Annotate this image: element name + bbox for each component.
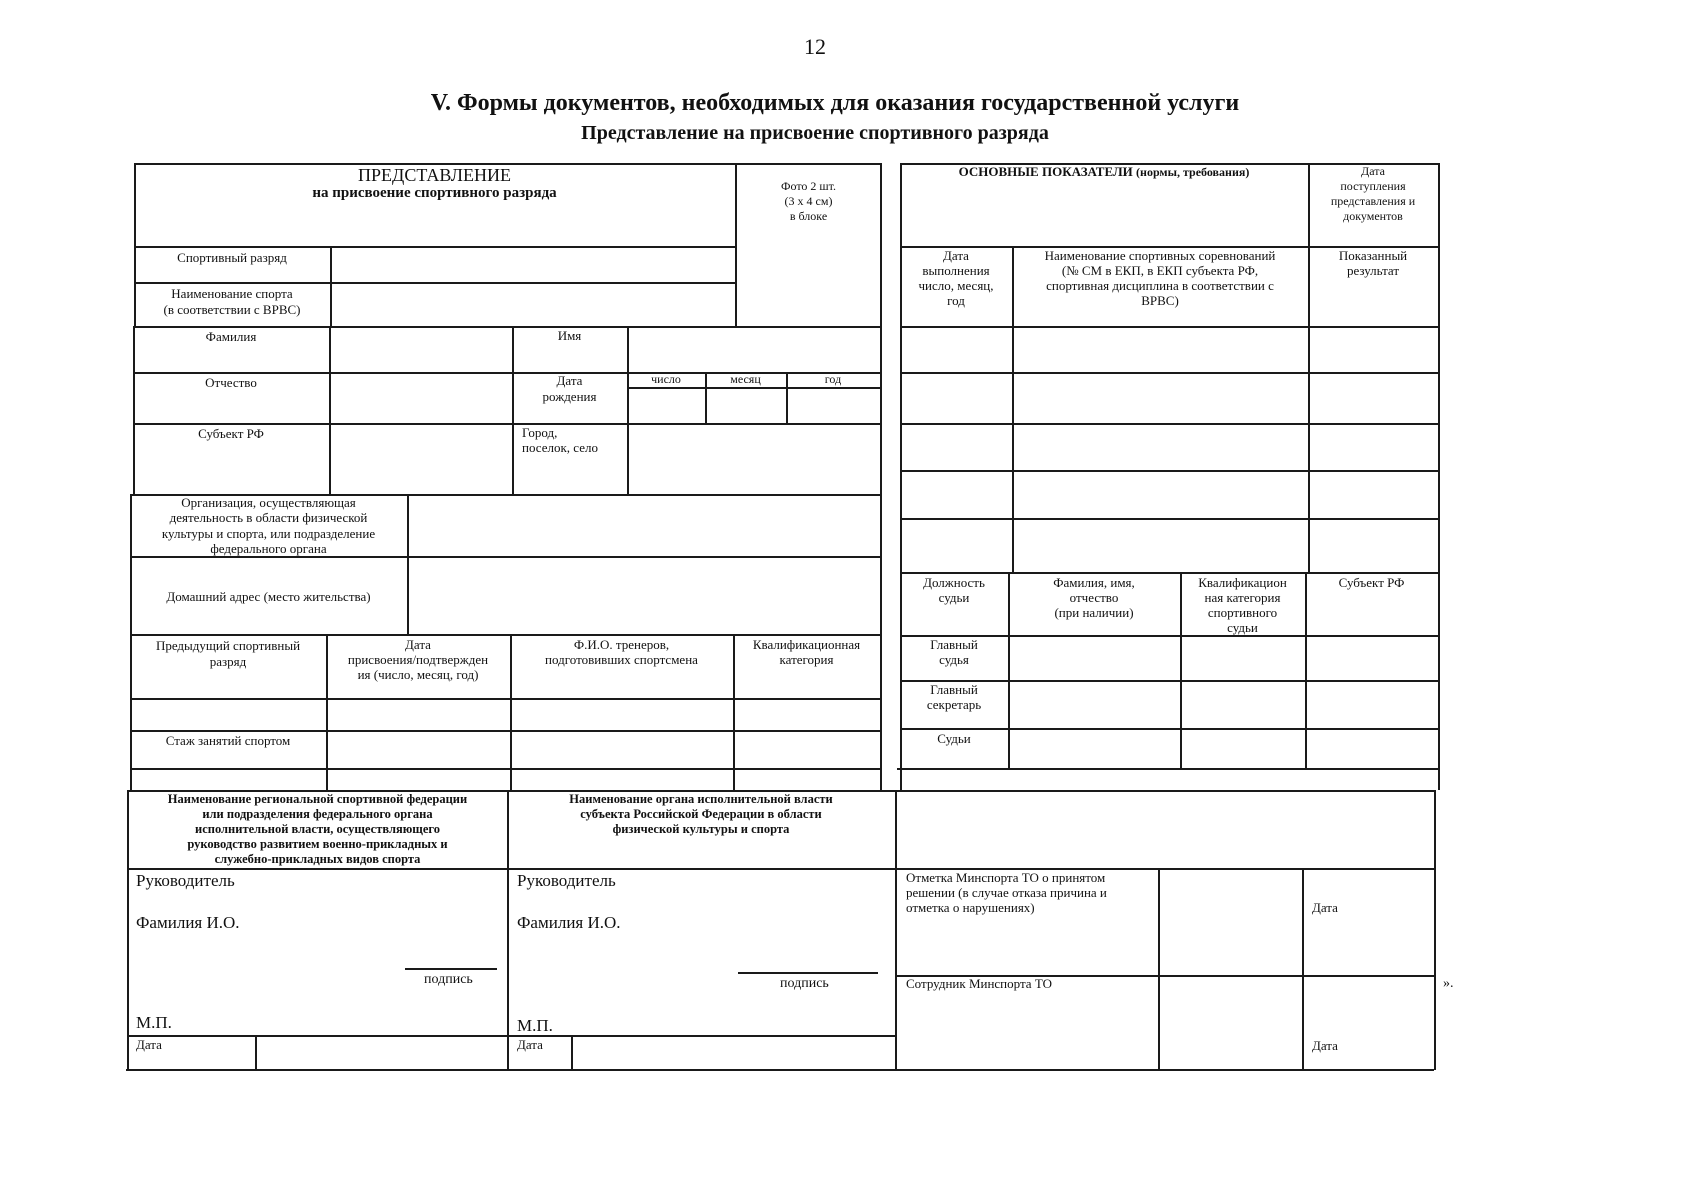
prev-rank-label-1: Предыдущий спортивный: [155, 638, 301, 653]
grid-line-horizontal: [900, 372, 1438, 374]
grid-line-horizontal: [134, 282, 735, 284]
signature-label-right: подпись: [780, 976, 829, 991]
grid-line-vertical: [1302, 868, 1304, 1069]
grid-line-horizontal: [133, 423, 880, 425]
name-label: Имя: [557, 328, 582, 343]
assign-date-label-2: присвоения/подтвержден: [347, 652, 489, 667]
exec-date-label-2: выполнения: [922, 263, 990, 278]
grid-line-vertical: [1305, 572, 1307, 768]
photo-note-3: в блоке: [789, 209, 828, 223]
grid-line-horizontal: [900, 470, 1438, 472]
birth-date-label-2: рождения: [542, 389, 597, 404]
chief-secretary-label-2: секретарь: [926, 697, 982, 712]
form-header-title: ПРЕДСТАВЛЕНИЕ: [358, 165, 511, 185]
judge-qual-label-4: судьи: [1227, 620, 1258, 635]
sport-rank-label: Спортивный разряд: [177, 250, 287, 265]
grid-line-horizontal: [738, 972, 878, 974]
receipt-date-label-1: Дата: [1361, 164, 1385, 178]
prev-rank-label-2: разряд: [209, 654, 247, 669]
judge-qual-label-1: Квалификацион: [1198, 575, 1287, 590]
birth-year-label: год: [824, 372, 842, 386]
grid-line-vertical: [895, 790, 897, 1070]
page-number: 12: [804, 34, 826, 59]
assign-date-label-3: ия (число, месяц, год): [357, 667, 479, 682]
federation-label-3: исполнительной власти, осуществляющего: [195, 822, 440, 836]
exec-body-label-1: Наименование органа исполнительной власти: [569, 792, 833, 806]
home-address-label: Домашний адрес (место жительства): [166, 589, 371, 604]
grid-line-horizontal: [134, 326, 880, 328]
ministry-employee-date-label: Дата: [1312, 1038, 1338, 1053]
coaches-label-2: подготовивших спортсмена: [545, 652, 698, 667]
birth-day-label: число: [651, 372, 681, 386]
signature-label-left: подпись: [424, 972, 473, 987]
judge-fio-label-1: Фамилия, имя,: [1053, 575, 1135, 590]
judge-subject-label: Субъект РФ: [1338, 575, 1405, 590]
grid-line-vertical: [255, 1035, 257, 1069]
ministry-mark-label-3: отметка о нарушениях): [906, 900, 1035, 915]
ministry-mark-label-1: Отметка Минспорта ТО о принятом: [906, 870, 1106, 885]
form-subtitle: Представление на присвоение спортивного разряда: [581, 122, 1049, 144]
organization-label-2: деятельность в области физической: [169, 510, 368, 525]
grid-line-horizontal: [900, 423, 1438, 425]
birth-date-label-1: Дата: [556, 373, 583, 388]
head-label-left: Руководитель: [136, 871, 235, 890]
competition-label-2: (№ СМ в ЕКП, в ЕКП субъекта РФ,: [1061, 263, 1259, 278]
grid-line-vertical: [512, 326, 514, 494]
result-label-2: результат: [1346, 263, 1400, 278]
city-label-2: поселок, село: [522, 440, 598, 455]
grid-line-vertical: [407, 494, 409, 634]
grid-line-vertical: [627, 326, 629, 494]
assign-date-label-1: Дата: [405, 637, 431, 652]
receipt-date-label-4: документов: [1343, 209, 1403, 223]
grid-line-horizontal: [134, 246, 735, 248]
grid-line-vertical: [1158, 868, 1160, 1069]
grid-line-horizontal: [128, 868, 1434, 870]
grid-line-horizontal: [126, 1069, 1434, 1071]
grid-line-horizontal: [900, 326, 1438, 328]
federation-label-2: или подразделения федерального органа: [202, 807, 433, 821]
judge-qual-label-3: спортивного: [1207, 605, 1278, 620]
federation-label-5: служебно-прикладных видов спорта: [214, 852, 421, 866]
organization-label-3: культуры и спорта, или подразделение: [161, 526, 376, 541]
grid-line-horizontal: [900, 680, 1438, 682]
judge-qual-label-2: ная категория: [1204, 590, 1281, 605]
grid-line-horizontal: [130, 698, 880, 700]
judge-position-label-1: Должность: [923, 575, 985, 590]
exec-body-label-2: субъекта Российской Федерации в области: [580, 807, 822, 821]
surname-label: Фамилия: [205, 329, 257, 344]
date-label-left: Дата: [136, 1037, 162, 1052]
grid-line-vertical: [1438, 163, 1440, 790]
patronymic-label: Отчество: [205, 375, 257, 390]
form-header-subtitle: на присвоение спортивного разряда: [312, 185, 557, 201]
qual-category-label-2: категория: [779, 652, 834, 667]
grid-line-horizontal: [900, 635, 1438, 637]
result-label-1: Показанный: [1338, 248, 1408, 263]
experience-label: Стаж занятий спортом: [165, 733, 291, 748]
ministry-employee-label: Сотрудник Минспорта ТО: [906, 976, 1052, 991]
grid-line-horizontal: [627, 387, 880, 389]
ministry-mark-label-2: решении (в случае отказа причина и: [906, 885, 1107, 900]
chief-judge-label-2: судья: [939, 652, 969, 667]
grid-line-vertical: [1308, 326, 1310, 572]
federation-label-1: Наименование региональной спортивной федерации: [167, 792, 468, 806]
photo-note-1: Фото 2 шт.: [781, 179, 836, 193]
federation-label-4: руководство развитием военно-прикладных и: [187, 837, 448, 851]
grid-line-horizontal: [130, 768, 880, 770]
fio-label-right: Фамилия И.О.: [517, 913, 621, 932]
judge-fio-label-2: отчество: [1069, 590, 1119, 605]
chief-judge-label-1: Главный: [930, 637, 978, 652]
ministry-mark-date-label: Дата: [1312, 900, 1338, 915]
photo-note-2: (3 х 4 см): [784, 194, 833, 208]
grid-line-vertical: [133, 326, 135, 494]
grid-line-horizontal: [405, 968, 497, 970]
grid-line-horizontal: [130, 730, 880, 732]
organization-label-4: федерального органа: [210, 541, 327, 556]
grid-line-vertical: [330, 246, 332, 326]
grid-line-vertical: [329, 326, 331, 494]
judge-fio-label-3: (при наличии): [1054, 605, 1134, 620]
competition-label-1: Наименование спортивных соревнований: [1044, 248, 1276, 263]
exec-body-label-3: физической культуры и спорта: [612, 822, 790, 836]
section-title: V. Формы документов, необходимых для оказания государственной услуги: [430, 90, 1240, 116]
grid-line-vertical: [571, 1035, 573, 1069]
judges-label: Судьи: [937, 731, 971, 746]
grid-line-horizontal: [900, 518, 1438, 520]
fio-label-left: Фамилия И.О.: [136, 913, 240, 932]
competition-label-3: спортивная дисциплина в соответствии с: [1046, 278, 1274, 293]
city-label-1: Город,: [522, 425, 558, 440]
coaches-label-1: Ф.И.О. тренеров,: [573, 637, 670, 652]
grid-line-horizontal: [897, 768, 1438, 770]
head-label-right: Руководитель: [517, 871, 616, 890]
stamp-label-right: М.П.: [517, 1016, 553, 1035]
exec-date-label-3: число, месяц,: [918, 278, 994, 293]
grid-line-horizontal: [128, 1035, 895, 1037]
exec-date-label-4: год: [947, 293, 965, 308]
judge-position-label-2: судьи: [938, 590, 970, 605]
grid-line-horizontal: [900, 572, 1438, 574]
date-label-center: Дата: [517, 1037, 543, 1052]
chief-secretary-label-1: Главный: [930, 682, 978, 697]
birth-month-label: месяц: [730, 372, 761, 386]
competition-label-4: ВРВС): [1141, 293, 1179, 308]
receipt-date-label-3: представления и: [1330, 194, 1416, 208]
qual-category-label-1: Квалификационная: [752, 637, 861, 652]
main-indicators-note: (нормы, требования): [1136, 165, 1250, 179]
closing-quote: ».: [1443, 976, 1454, 991]
receipt-date-label-2: поступления: [1340, 179, 1406, 193]
subject-label: Субъект РФ: [198, 426, 264, 441]
grid-line-vertical: [1434, 790, 1436, 1070]
sport-name-label-1: Наименование спорта: [171, 286, 293, 301]
main-indicators-label: [900, 165, 1308, 180]
exec-date-label-1: Дата: [943, 248, 969, 263]
grid-line-vertical: [880, 163, 882, 790]
organization-label-1: Организация, осуществляющая: [181, 495, 356, 510]
sport-name-label-2: (в соответствии с ВРВС): [163, 302, 301, 317]
grid-line-horizontal: [900, 728, 1438, 730]
grid-line-horizontal: [130, 634, 880, 636]
main-indicators-title: ОСНОВНЫЕ ПОКАЗАТЕЛИ: [958, 164, 1133, 179]
stamp-label-left: М.П.: [136, 1013, 172, 1032]
